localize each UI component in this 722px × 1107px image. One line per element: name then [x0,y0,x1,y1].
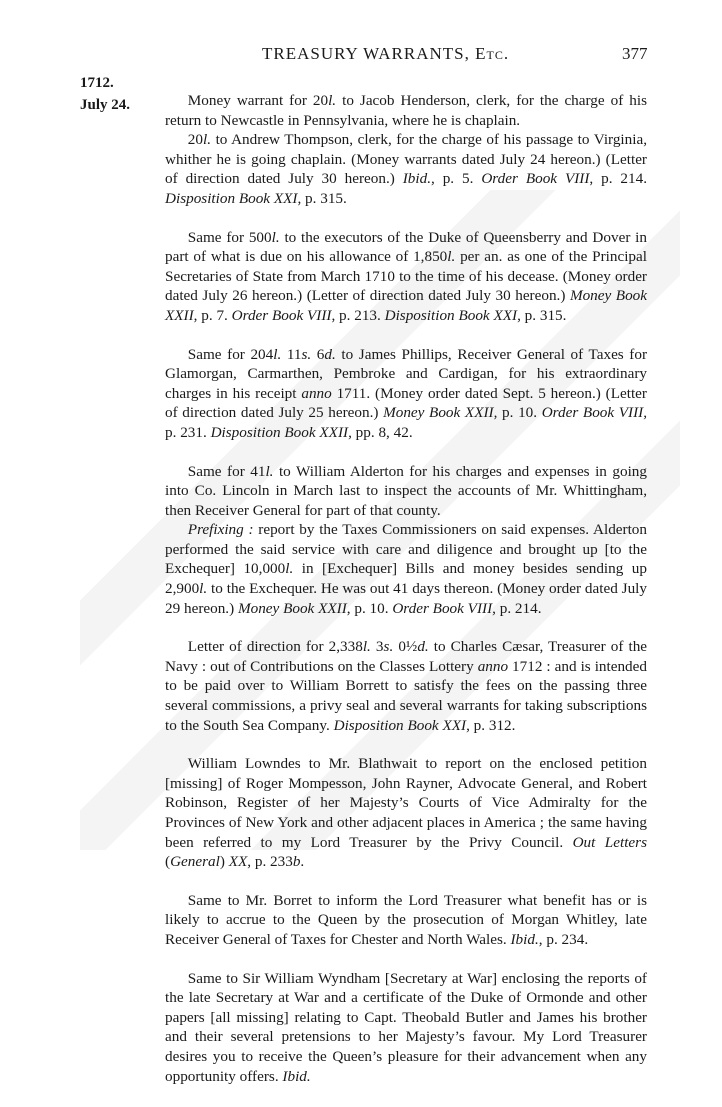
main-text [165,91,647,1086]
entry-gap [165,443,647,462]
running-head [0,44,722,68]
margin-date [80,72,130,116]
entry [165,228,647,326]
margin-year: 1712. [80,75,114,91]
entry-paragraph: Prefixing : report by the Taxes Commissioners on said expenses. Alderton performed the said service with care and diligence and brought up [to the Exchequer] 10,000l. in [Exchequer] Bills and money besides sending up 2,900l. to the Exchequer. He was out 41 days thereon. (Money order dated July 29 hereon.) Money Book XXII, p. 10. Order Book VIII, p. 214. [165,521,647,617]
entry-paragraph: Same for 204l. 11s. 6d. to James Phillips, Receiver General of Taxes for Glamorgan, Carmarthen, Pembroke and Cardigan, for his extraordinary charges in his receipt anno 1711. (Money order dated Sept. 5 hereon.) (Letter of direction dated July 25 hereon.) Money Book XXII, p. 10. Order Book VIII, p. 231. Disposition Book XXII, pp. 8, 42. [165,345,648,441]
margin-day: July 24. [80,97,131,113]
entry-gap [165,326,647,345]
entry-paragraph: Same to Mr. Borret to inform the Lord Treasurer what benefit has or is likely to accrue to the Queen by the prosecution of Morgan Whitley, late Receiver General of Taxes for Chester and North Wales. Ibid., p. 234. [165,891,647,948]
entry [165,969,647,1087]
entry [165,754,647,872]
entry-gap [165,618,647,637]
entry [165,462,647,619]
entry-paragraph: 20l. to Andrew Thompson, clerk, for the charge of his passage to Virginia, whither he is going chaplain. (Money warrants dated July 24 hereon.) (Letter of direction dated July 30 hereon.) Ibid., p. 5. Order Book VIII, p. 214. Disposition Book XXI, p. 315. [165,131,648,207]
entry-gap [165,950,647,969]
entry-paragraph: Money warrant for 20l. to Jacob Henderson, clerk, for the charge of his return to Newcastle in Pennsylvania, where he is chaplain. [165,92,647,129]
entry-gap [165,209,647,228]
entry-paragraph: Same to Sir William Wyndham [Secretary at War] enclosing the reports of the late Secretary at War and a certificate of the Duke of Ormonde and other papers [all missing] relating to Capt. Theobald Butler and James his brother and their several pretensions to her Majesty’s favour. My Lord Treasurer desires you to receive the Queen’s pleasure for their advancement when any opportunity offers. Ibid. [165,969,647,1085]
entry [165,637,647,735]
running-head-title: TREASURY WARRANTS, Etc. [262,44,510,63]
entry-paragraph: Letter of direction for 2,338l. 3s. 0½d. to Charles Cæsar, Treasurer of the Navy : out of Contributions on the Classes Lottery anno 1712 : and is intended to be paid over to William Borrett to satisfy the fees on the passing three several commissions, a privy seal and several warrants for taking subscriptions to the South Sea Company. Disposition Book XXI, p. 312. [165,638,648,734]
entry [165,91,647,209]
entry-gap [165,872,647,891]
entry-gap [165,735,647,754]
entry-paragraph: Same for 500l. to the executors of the Duke of Queensberry and Dover in part of what is due on his allowance of 1,850l. per an. as one of the Principal Secretaries of State from March 1710 to the time of his decease. (Money order dated July 26 hereon.) (Letter of direction dated July 30 hereon.) Money Book XXII, p. 7. Order Book VIII, p. 213. Disposition Book XXI, p. 315. [165,228,647,324]
entry-paragraph: William Lowndes to Mr. Blathwait to report on the enclosed petition [missing] of Roger Mompesson, John Rayner, Advocate General, and Robert Robinson, Register of her Majesty’s Courts of Vice Admiralty for the Provinces of New York and other adjacent places in America ; the same having been referred to my Lord Treasurer by the Privy Council. Out Letters (General) XX, p. 233b. [165,755,647,871]
page-number: 377 [622,44,648,63]
entry-paragraph: Same for 41l. to William Alderton for his charges and expenses in going into Co. Lincoln in March last to inspect the accounts of Mr. Whittingham, then Receiver General for part of that county. [165,462,647,519]
entry [165,891,647,950]
entry [165,345,647,443]
